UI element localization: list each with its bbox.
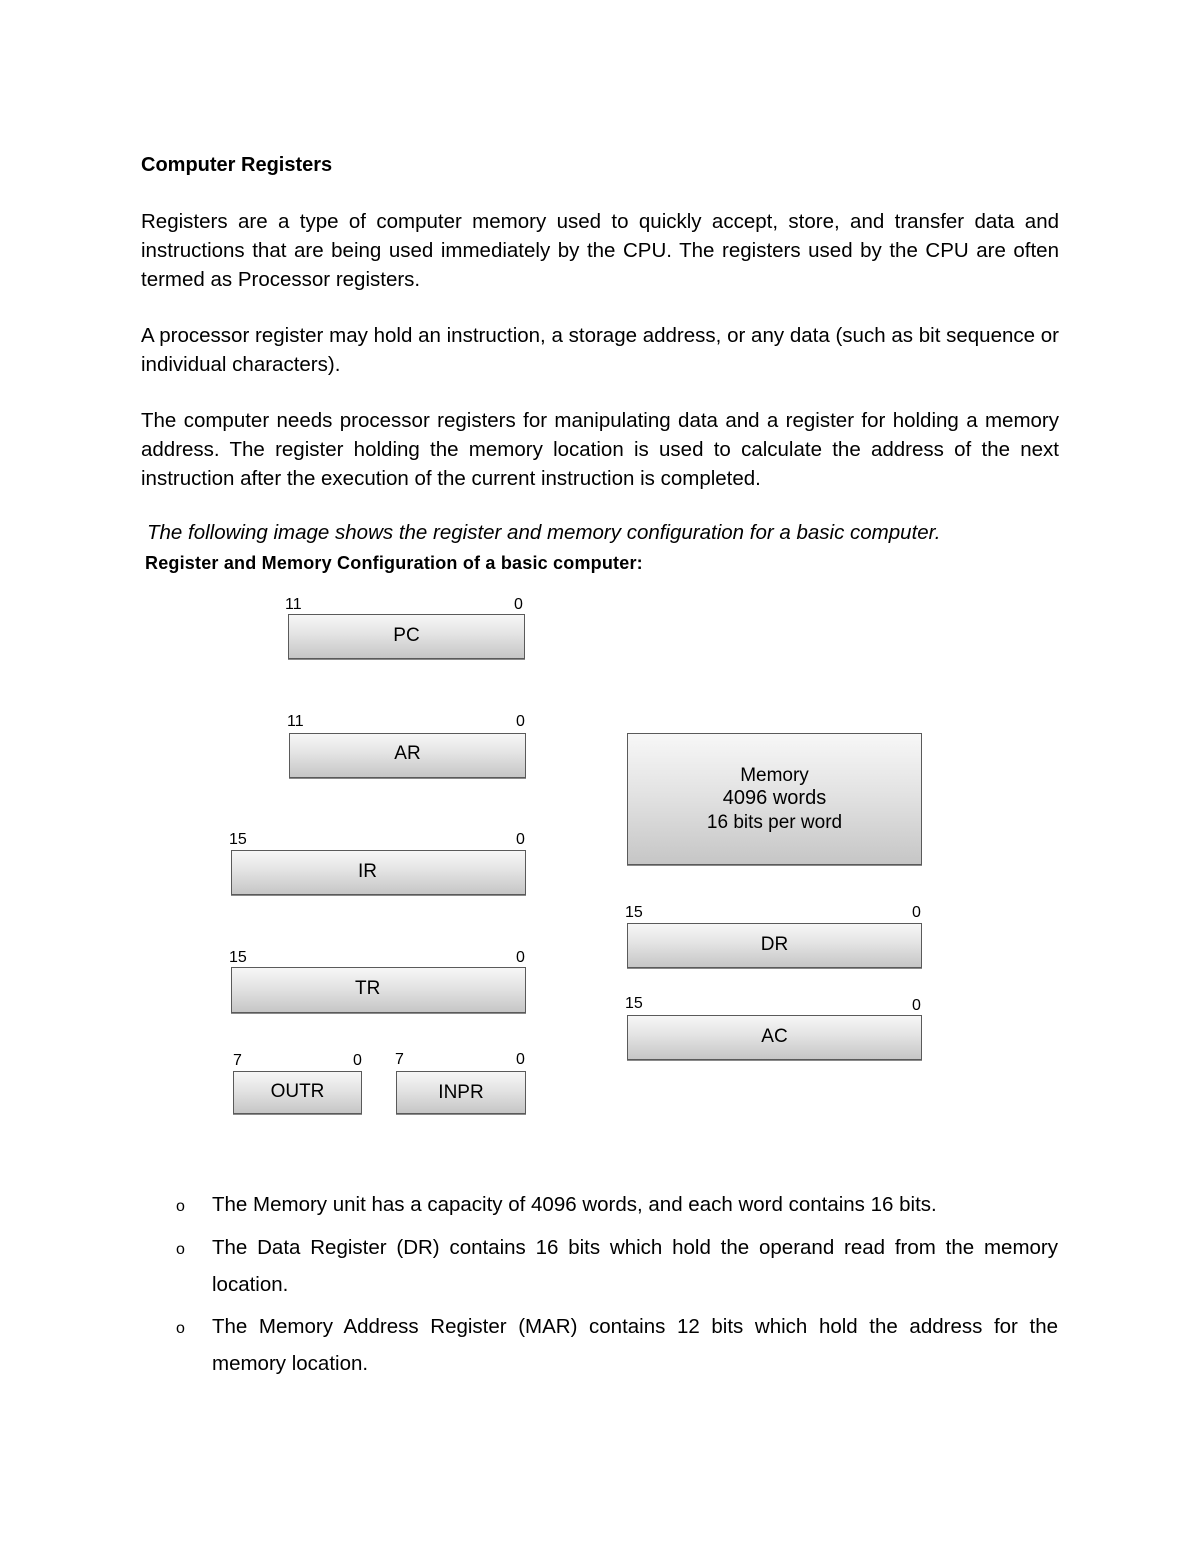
bullet-text-address-register: The Memory Address Register (MAR) contains 12 bits which hold the address for the memory location. <box>212 1315 1058 1375</box>
dr-low-bit: 0 <box>912 904 921 921</box>
ar-low-bit: 0 <box>516 713 525 730</box>
dr-register-label: DR <box>760 934 789 955</box>
memory-word-count: 4096 words <box>722 787 827 809</box>
ir-register <box>231 850 526 895</box>
paragraph-register-needs: The computer needs processor registers for manipulating data and a register for holding a memory address. The register holding the memory location is used to calculate the address of the next instruction after the execution of the current instruction is completed. <box>141 409 1059 490</box>
inpr-register-label: INPR <box>438 1082 484 1103</box>
paragraph-registers-definition: Registers are a type of computer memory used to quickly accept, store, and transfer data and instructions that are being used immediately by the CPU. The registers used by the CPU are often termed as Processor registers. <box>141 210 1059 291</box>
ar-register-label: AR <box>394 743 421 764</box>
outr-high-bit: 7 <box>233 1052 242 1069</box>
pc-register <box>288 614 525 659</box>
list-item <box>176 1308 1058 1382</box>
ac-high-bit: 15 <box>625 995 643 1012</box>
memory-word-size: 16 bits per word <box>706 812 843 833</box>
tr-register <box>231 967 526 1013</box>
figure-caption: The following image shows the register and memory configuration for a basic computer. <box>147 521 941 544</box>
bullet-text-memory-capacity: The Memory unit has a capacity of 4096 words, and each word contains 16 bits. <box>212 1193 937 1216</box>
pc-high-bit: 11 <box>285 596 302 613</box>
inpr-low-bit: 0 <box>516 1051 525 1068</box>
list-item <box>176 1186 1058 1223</box>
memory-label: Memory <box>740 765 809 786</box>
ir-low-bit: 0 <box>516 831 525 848</box>
ar-register <box>289 733 526 778</box>
ac-low-bit: 0 <box>912 997 921 1014</box>
ar-high-bit: 11 <box>287 713 304 730</box>
outr-low-bit: 0 <box>353 1052 362 1069</box>
tr-register-label: TR <box>355 978 381 999</box>
inpr-register <box>396 1071 526 1114</box>
ac-register <box>627 1015 922 1060</box>
figure-title: Register and Memory Configuration of a basic computer: <box>145 553 643 573</box>
bullet-marker: o <box>176 1320 185 1337</box>
list-item <box>176 1229 1058 1303</box>
ir-high-bit: 15 <box>229 831 247 848</box>
dr-register <box>627 923 922 968</box>
bullet-marker: o <box>176 1198 185 1215</box>
ir-register-label: IR <box>358 861 377 882</box>
pc-low-bit: 0 <box>514 596 523 613</box>
memory-block <box>627 733 922 865</box>
tr-low-bit: 0 <box>516 949 525 966</box>
ac-register-label: AC <box>761 1026 788 1047</box>
bullet-text-data-register: The Data Register (DR) contains 16 bits which hold the operand read from the memory location. <box>212 1236 1058 1296</box>
tr-high-bit: 15 <box>229 949 247 966</box>
pc-register-label: PC <box>393 625 420 646</box>
dr-high-bit: 15 <box>625 904 643 921</box>
paragraph-register-contents: A processor register may hold an instruction, a storage address, or any data (such as bit sequence or individual characters). <box>141 324 1059 376</box>
bullet-marker: o <box>176 1241 185 1258</box>
outr-register <box>233 1071 362 1114</box>
page-title: Computer Registers <box>141 154 333 176</box>
inpr-high-bit: 7 <box>395 1051 404 1068</box>
outr-register-label: OUTR <box>270 1081 325 1102</box>
